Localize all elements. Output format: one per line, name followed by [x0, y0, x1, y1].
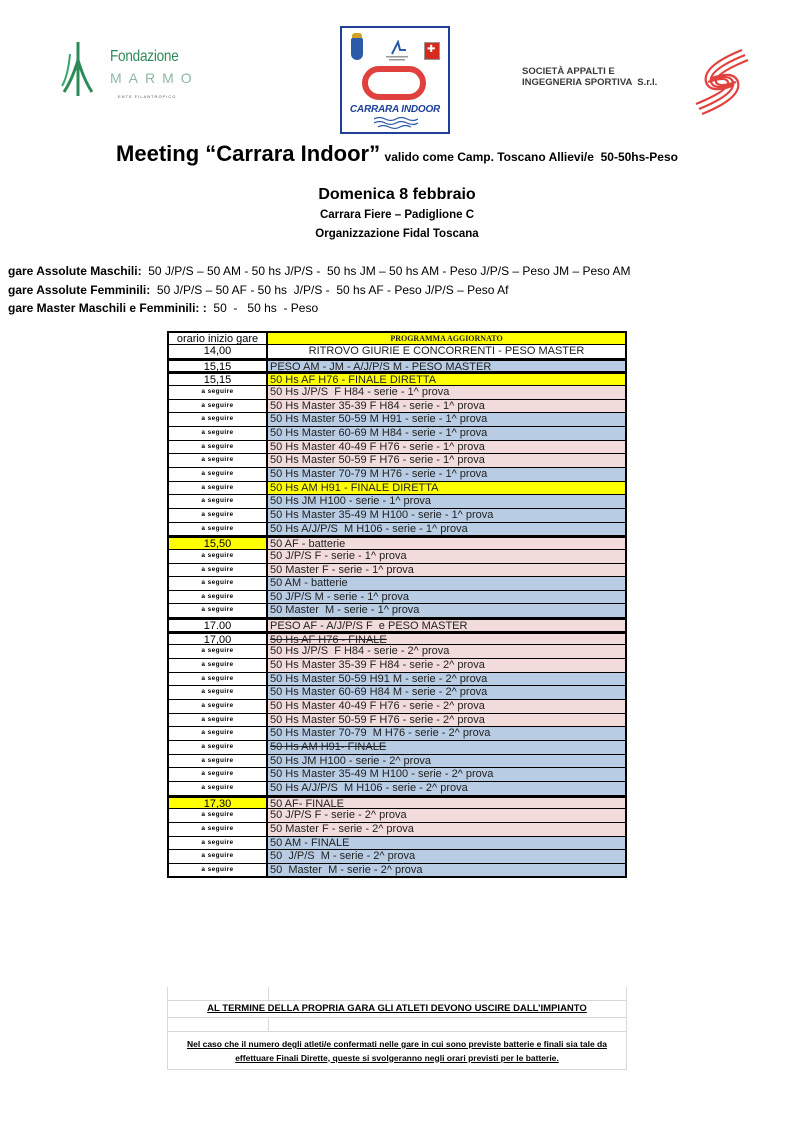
start-time-cell: a seguire [167, 495, 268, 509]
event-cell: 50 Hs AM H91 - FINALE DIRETTA [268, 482, 627, 496]
event-cell: 50 AF- FINALE [268, 796, 627, 810]
footer-empty-row [168, 987, 626, 1001]
footer-empty-row [168, 1018, 626, 1032]
schedule-row [167, 468, 627, 482]
event-venue: Carrara Fiere – Padiglione C [319, 209, 475, 221]
schedule-row [167, 372, 627, 386]
fondazione-line3: ENTE FILANTROPICO [118, 94, 177, 99]
start-time-cell: a seguire [167, 809, 268, 823]
start-time-cell: a seguire [167, 604, 268, 618]
event-cell: 50 Hs Master 60-69 M H84 - serie - 1^ prova [268, 427, 627, 441]
event-cell: 50 J/P/S F - serie - 1^ prova [268, 550, 627, 564]
start-time-cell: a seguire [167, 782, 268, 796]
fidal-logo-icon [384, 40, 410, 62]
start-time-cell: a seguire [167, 468, 268, 482]
gare-value: 50 - 50 hs - Peso [206, 301, 319, 315]
event-cell: RITROVO GIURIE E CONCORRENTI - PESO MASTER [268, 345, 627, 359]
event-cell: 50 Hs J/P/S F H84 - serie - 2^ prova [268, 645, 627, 659]
event-cell: PESO AF - A/J/P/S F e PESO MASTER [268, 618, 627, 632]
schedule-row [167, 673, 627, 687]
schedule-row [167, 359, 627, 373]
saisa-line2: INGEGNERIA SPORTIVA S.r.l. [522, 77, 658, 88]
comune-crest-icon [351, 38, 363, 60]
schedule-row [167, 604, 627, 618]
schedule-row [167, 536, 627, 550]
schedule-row [167, 659, 627, 673]
schedule-row [167, 523, 627, 537]
schedule-row [167, 809, 627, 823]
event-cell: 50 Hs Master 70-79 M H76 - serie - 1^ prova [268, 468, 627, 482]
start-time-cell: a seguire [167, 386, 268, 400]
event-cell: 50 AM - FINALE [268, 837, 627, 851]
finals-note: Nel caso che il numero degli atleti/e confermati nelle gare in cui sono previste batterie e finali sia tale da effettuare Finali Dirette, queste si svolgeranno negli orari previsti per le batterie. [168, 1032, 626, 1070]
start-time-cell: a seguire [167, 482, 268, 496]
start-time-cell: a seguire [167, 454, 268, 468]
start-time-cell: a seguire [167, 850, 268, 864]
event-cell: 50 Hs AM H91- FINALE [268, 741, 627, 755]
saisa-track-mark-icon [692, 46, 752, 118]
event-cell: 50 J/P/S M - serie - 2^ prova [268, 850, 627, 864]
carrara-indoor-logo [340, 26, 450, 134]
schedule-row [167, 591, 627, 605]
start-time-cell: a seguire [167, 577, 268, 591]
saisa-line1: SOCIETÀ APPALTI E [522, 66, 615, 77]
schedule-row [167, 564, 627, 578]
gare-label: gare Assolute Femminili: [8, 283, 151, 297]
meeting-title-subtitle: valido come Camp. Toscano Allievi/e 50-50hs-Peso [384, 150, 678, 164]
schedule-row [167, 796, 627, 810]
event-cell: 50 Hs Master 50-59 F H76 - serie - 2^ prova [268, 714, 627, 728]
fondazione-line2: MARMO [110, 70, 199, 86]
event-cell: 50 Hs Master 70-79 M H76 - serie - 2^ prova [268, 727, 627, 741]
schedule-row [167, 727, 627, 741]
start-time-cell: a seguire [167, 645, 268, 659]
start-time-cell: a seguire [167, 700, 268, 714]
gare-value: 50 J/P/S – 50 AF - 50 hs J/P/S - 50 hs AF - Peso J/P/S – Peso Af [150, 283, 509, 297]
schedule-footer [167, 987, 627, 1070]
gare-label: gare Master Maschili e Femminili: : [8, 301, 207, 315]
event-cell: 50 Hs Master 50-59 H91 M - serie - 2^ prova [268, 673, 627, 687]
start-time-cell: a seguire [167, 591, 268, 605]
start-time-cell: a seguire [167, 427, 268, 441]
schedule-row [167, 400, 627, 414]
schedule-row [167, 700, 627, 714]
schedule-row [167, 741, 627, 755]
start-time-cell: a seguire [167, 673, 268, 687]
gare-assolute-femminili [8, 283, 508, 297]
schedule-row [167, 645, 627, 659]
start-time-cell: a seguire [167, 441, 268, 455]
event-cell: 50 Hs JM H100 - serie - 2^ prova [268, 755, 627, 769]
schedule-row [167, 686, 627, 700]
start-time-cell: a seguire [167, 823, 268, 837]
event-cell: 50 Hs Master 40-49 F H76 - serie - 2^ prova [268, 700, 627, 714]
start-time-cell: 15,15 [167, 359, 268, 373]
event-cell: 50 Hs Master 50-59 M H91 - serie - 1^ prova [268, 413, 627, 427]
fondazione-marmo-mark-icon [60, 40, 96, 98]
start-time-cell: a seguire [167, 755, 268, 769]
track-oval-icon [362, 66, 426, 100]
schedule-row [167, 413, 627, 427]
event-cell: 50 Hs AF H76 - FINALE DIRETTA [268, 372, 627, 386]
waves-icon [374, 116, 418, 130]
exit-notice: AL TERMINE DELLA PROPRIA GARA GLI ATLETI DEVONO USCIRE DALL’IMPIANTO [168, 1001, 626, 1018]
start-time-cell: a seguire [167, 727, 268, 741]
start-time-cell: a seguire [167, 659, 268, 673]
start-time-cell: a seguire [167, 768, 268, 782]
schedule-row [167, 837, 627, 851]
start-time-cell: 15,50 [167, 536, 268, 550]
schedule-row [167, 509, 627, 523]
schedule-row [167, 482, 627, 496]
start-time-cell: a seguire [167, 400, 268, 414]
event-date: Domenica 8 febbraio [318, 186, 476, 203]
event-cell: 50 Master M - serie - 1^ prova [268, 604, 627, 618]
fondazione-marmo-logo [60, 36, 200, 106]
start-time-cell: a seguire [167, 864, 268, 878]
event-cell: 50 Hs A/J/P/S M H106 - serie - 1^ prova [268, 523, 627, 537]
schedule-row [167, 864, 627, 878]
schedule-row [167, 427, 627, 441]
event-cell: PESO AM - JM - A/J/P/S M - PESO MASTER [268, 359, 627, 373]
gare-value: 50 J/P/S – 50 AM - 50 hs J/P/S - 50 hs JM – 50 hs AM - Peso J/P/S – Peso JM – Peso AM [141, 264, 631, 278]
event-cell: 50 J/P/S F - serie - 2^ prova [268, 809, 627, 823]
schedule-row [167, 495, 627, 509]
meeting-title-main: Meeting “Carrara Indoor” [116, 141, 381, 166]
meeting-title [0, 141, 794, 167]
event-cell: 50 Master M - serie - 2^ prova [268, 864, 627, 878]
event-cell: 50 AM - batterie [268, 577, 627, 591]
schedule-row [167, 577, 627, 591]
schedule-row [167, 782, 627, 796]
event-cell: 50 Hs J/P/S F H84 - serie - 1^ prova [268, 386, 627, 400]
gare-master [8, 301, 318, 315]
start-time-cell: a seguire [167, 523, 268, 537]
schedule-row [167, 454, 627, 468]
start-time-cell: 15,15 [167, 372, 268, 386]
schedule-row [167, 345, 627, 359]
event-cell: 50 AF - batterie [268, 536, 627, 550]
start-time-cell: 14,00 [167, 345, 268, 359]
schedule-table [167, 331, 627, 878]
event-cell: 50 J/P/S M - serie - 1^ prova [268, 591, 627, 605]
event-cell: 50 Hs AF H76 - FINALE [268, 632, 627, 646]
start-time-cell: a seguire [167, 741, 268, 755]
fondazione-line1: Fondazione [110, 48, 179, 65]
start-time-cell: a seguire [167, 550, 268, 564]
saisa-logo [522, 58, 752, 118]
gare-label: gare Assolute Maschili: [8, 264, 142, 278]
event-cell: 50 Hs A/J/P/S M H106 - serie - 2^ prova [268, 782, 627, 796]
event-cell: 50 Hs Master 40-49 F H76 - serie - 1^ prova [268, 441, 627, 455]
start-time-cell: 17.00 [167, 618, 268, 632]
start-time-cell: 17,00 [167, 632, 268, 646]
schedule-row [167, 714, 627, 728]
schedule-header-row [167, 331, 627, 345]
start-time-cell: a seguire [167, 413, 268, 427]
schedule-row [167, 386, 627, 400]
schedule-row [167, 618, 627, 632]
start-time-cell: 17,30 [167, 796, 268, 810]
saisa-text [522, 66, 657, 88]
schedule-row [167, 755, 627, 769]
event-cell: 50 Master F - serie - 1^ prova [268, 564, 627, 578]
column-header-time: orario inizio gare [167, 331, 268, 345]
gare-assolute-maschili [8, 264, 630, 278]
schedule-row [167, 441, 627, 455]
carrara-indoor-title: CARRARA INDOOR [349, 104, 441, 115]
regione-toscana-icon [424, 42, 440, 60]
start-time-cell: a seguire [167, 686, 268, 700]
event-cell: 50 Master F - serie - 2^ prova [268, 823, 627, 837]
event-cell: 50 Hs Master 60-69 H84 M - serie - 2^ prova [268, 686, 627, 700]
column-header-program: PROGRAMMA AGGIORNATO [268, 331, 627, 345]
schedule-row [167, 550, 627, 564]
start-time-cell: a seguire [167, 564, 268, 578]
schedule-row [167, 632, 627, 646]
schedule-row [167, 823, 627, 837]
event-cell: 50 Hs Master 35-49 M H100 - serie - 1^ prova [268, 509, 627, 523]
event-cell: 50 Hs Master 50-59 F H76 - serie - 1^ prova [268, 454, 627, 468]
event-cell: 50 Hs Master 35-39 F H84 - serie - 1^ prova [268, 400, 627, 414]
event-cell: 50 Hs Master 35-39 F H84 - serie - 2^ prova [268, 659, 627, 673]
event-cell: 50 Hs JM H100 - serie - 1^ prova [268, 495, 627, 509]
schedule-row [167, 768, 627, 782]
schedule-row [167, 850, 627, 864]
start-time-cell: a seguire [167, 509, 268, 523]
event-cell: 50 Hs Master 35-49 M H100 - serie - 2^ prova [268, 768, 627, 782]
start-time-cell: a seguire [167, 837, 268, 851]
start-time-cell: a seguire [167, 714, 268, 728]
event-organizer: Organizzazione Fidal Toscana [315, 228, 479, 240]
